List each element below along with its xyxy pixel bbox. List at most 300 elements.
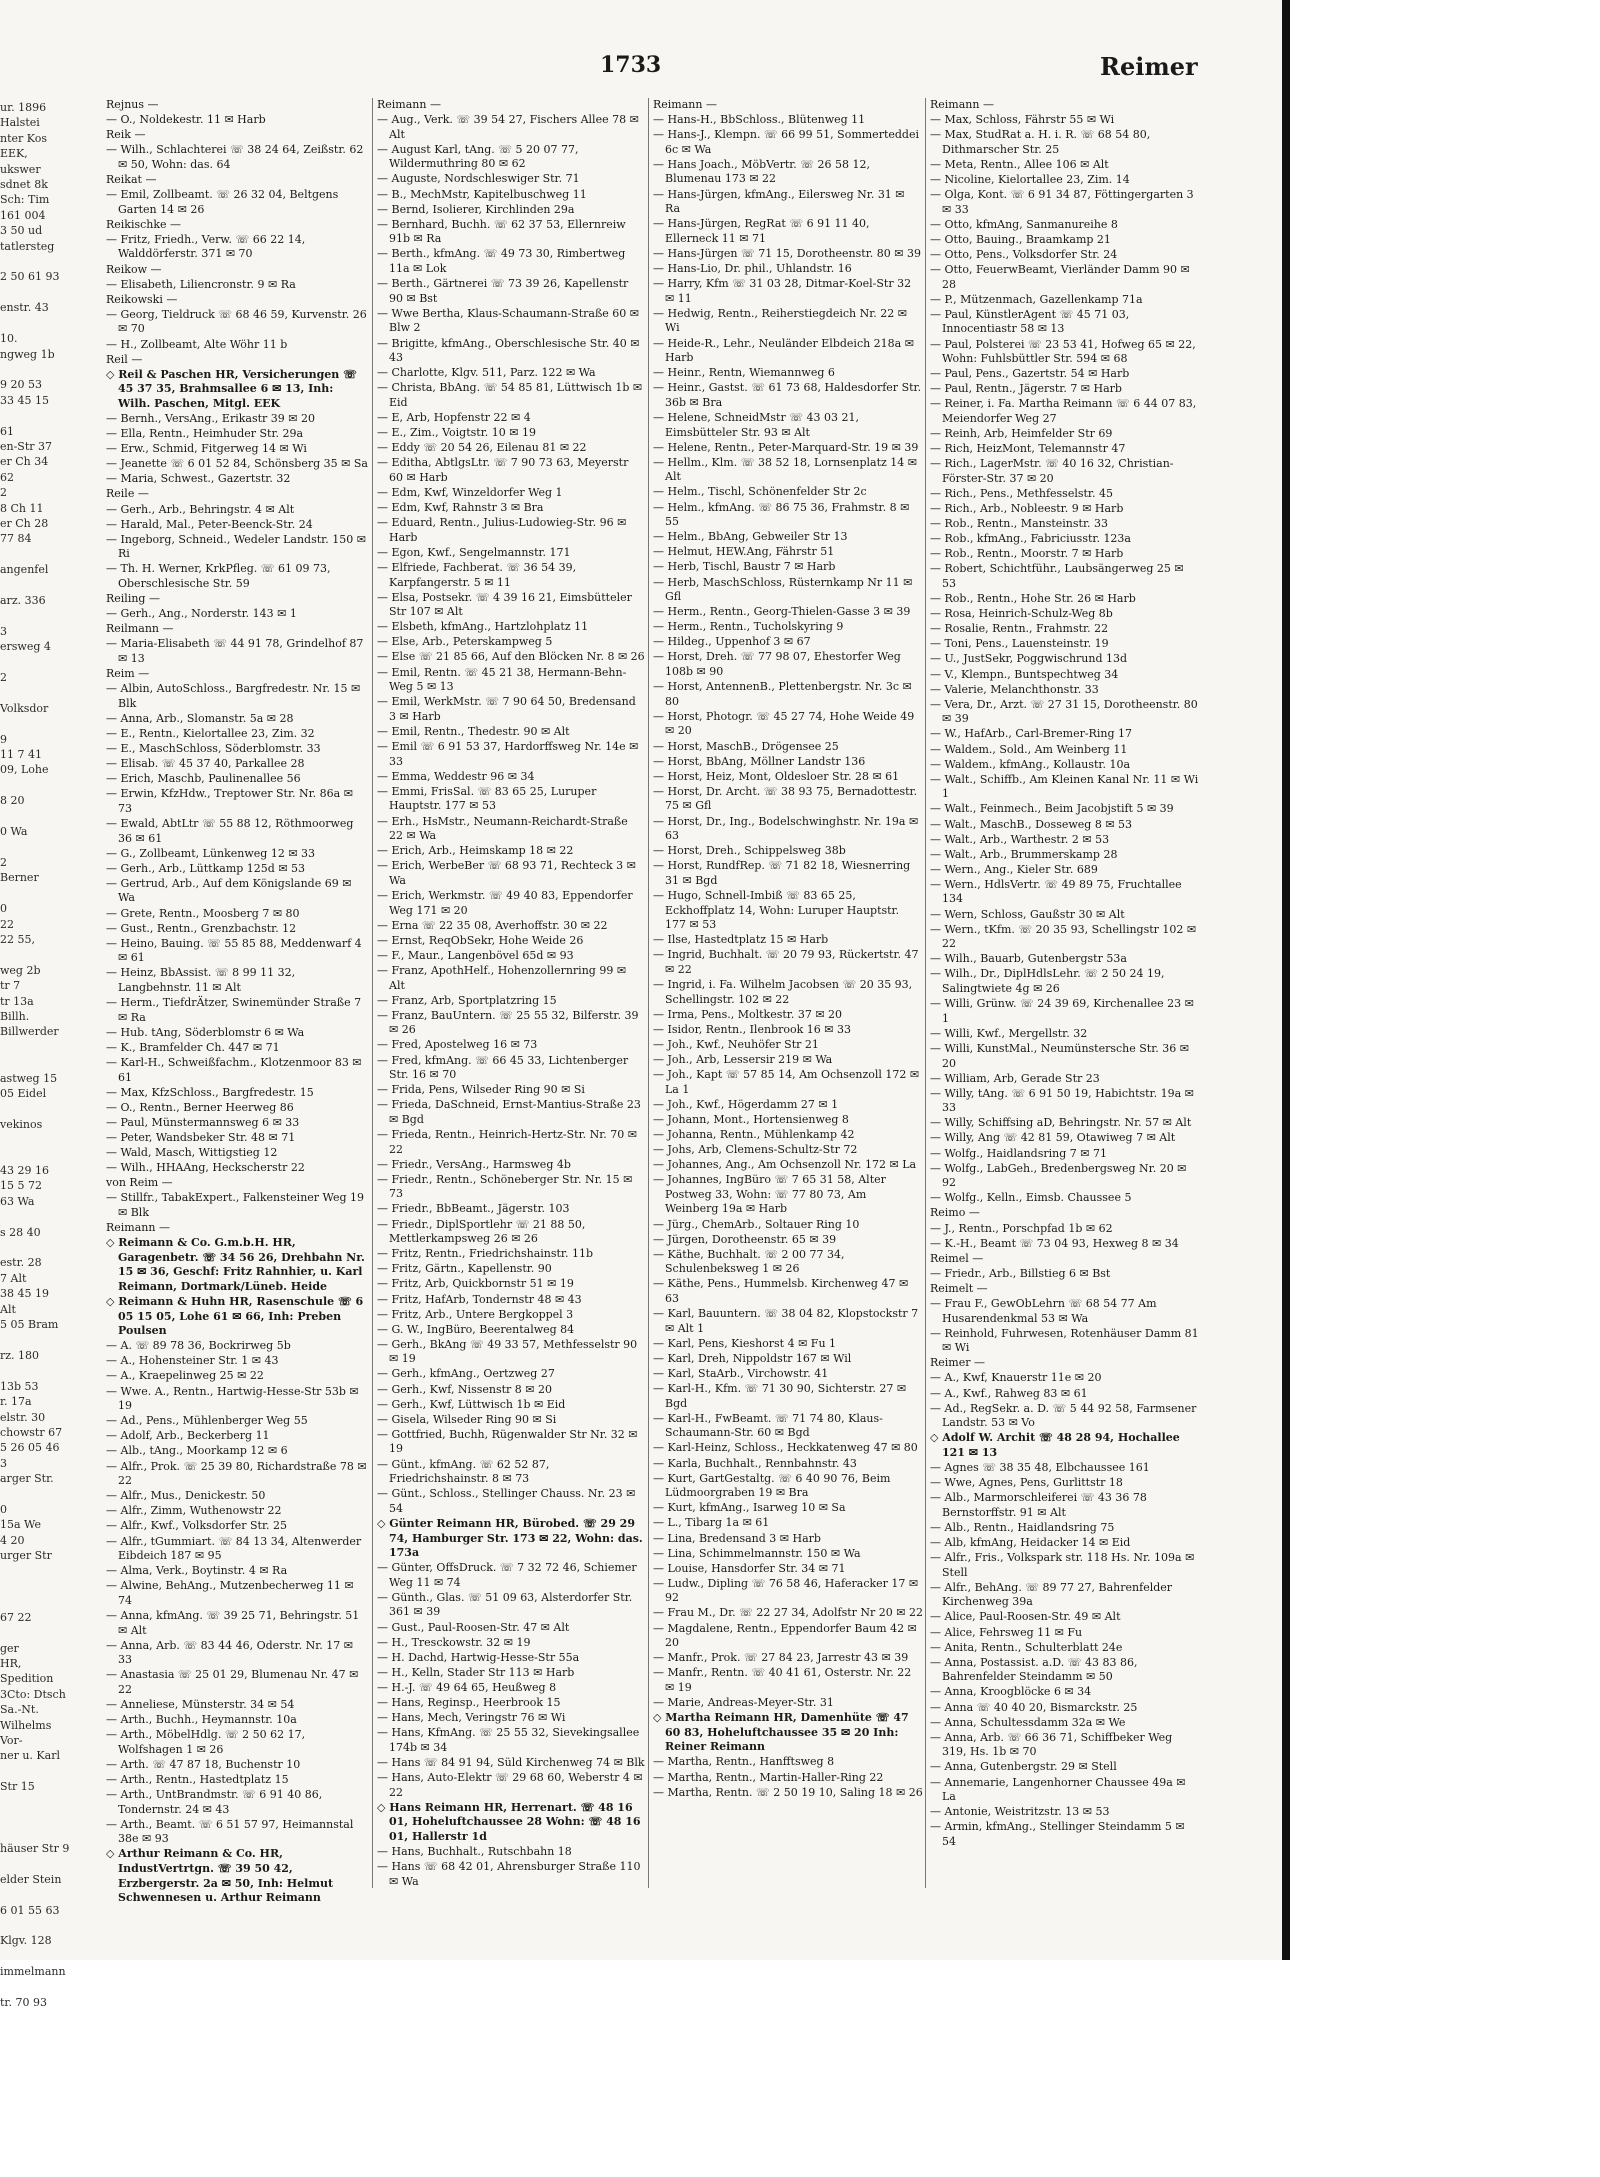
- left-strip-line: en-Str 37: [0, 439, 53, 453]
- directory-entry: — Alice, Paul-Roosen-Str. 49 ✉ Alt: [930, 1610, 1121, 1624]
- directory-entry: — Anna, Kroogblöcke 6 ✉ 34: [930, 1685, 1092, 1699]
- directory-entry: — Manfr., Rentn. ☏ 40 41 61, Osterstr. Nr. 22 ✉ 19: [653, 1666, 912, 1694]
- directory-entry: — Karla, Buchhalt., Rennbahnstr. 43: [653, 1456, 857, 1470]
- directory-entry: — E., MaschSchloss, Söderblomstr. 33: [106, 742, 321, 756]
- directory-entry: — Georg, Tieldruck ☏ 68 46 59, Kurvenstr. 26 ✉ 70: [106, 307, 367, 336]
- directory-entry: — Christa, BbAng. ☏ 54 85 81, Lüttwisch 1b ✉ Eid: [377, 381, 643, 409]
- directory-entry: — Antonie, Weistritzstr. 13 ✉ 53: [930, 1805, 1110, 1819]
- left-strip-line: 63 Wa: [0, 1194, 35, 1208]
- directory-entry: — Jürgen, Dorotheenstr. 65 ✉ 39: [653, 1232, 837, 1246]
- directory-entry: — H., Kelln, Stader Str 113 ✉ Harb: [377, 1665, 575, 1679]
- left-strip-line: [0, 1333, 100, 1348]
- left-strip-line: [0, 1625, 100, 1640]
- directory-entry: — Gerh., BkAng ☏ 49 33 57, Methfesselstr 90 ✉ 19: [377, 1337, 638, 1366]
- left-strip-line: [0, 1055, 100, 1070]
- directory-entry: — Willy, Ang ☏ 42 81 59, Otawiweg 7 ✉ Alt: [930, 1131, 1176, 1145]
- directory-entry: — Kurt, GartGestaltg. ☏ 6 40 90 76, Beim Lüdmoorgraben 19 ✉ Bra: [653, 1471, 891, 1500]
- directory-entry: — Anna, Schultessdamm 32a ✉ We: [930, 1715, 1126, 1729]
- left-strip-line: arger Str.: [0, 1472, 54, 1486]
- left-strip-line: 3: [0, 1456, 7, 1470]
- left-strip-line: [0, 1487, 100, 1502]
- directory-entry: — Fred, Apostelweg 16 ✉ 73: [377, 1038, 538, 1052]
- directory-entry: — A., Kraepelinweg 25 ✉ 22: [106, 1369, 264, 1383]
- directory-entry: — Reinhold, Fuhrwesen, Rotenhäuser Damm 81 ✉ Wi: [930, 1326, 1199, 1355]
- directory-entry: — Erh., HsMstr., Neumann-Reichardt-Straße 22 ✉ Wa: [377, 814, 628, 843]
- directory-entry: — Max, StudRat a. H. i. R. ☏ 68 54 80, Dithmarscher Str. 25: [930, 128, 1151, 156]
- surname-heading: Reimann —: [377, 98, 441, 111]
- directory-entry: — Wern., Ang., Kieler Str. 689: [930, 862, 1098, 876]
- surname-heading: Reimo —: [930, 1206, 980, 1220]
- directory-entry: — Rob., kfmAng., Fabriciusstr. 123a: [930, 532, 1131, 546]
- directory-entry: — Armin, kfmAng., Stellinger Steindamm 5 ✉ 54: [930, 1820, 1185, 1848]
- directory-entry: — Emmi, FrisSal. ☏ 83 65 25, Luruper Hauptstr. 177 ✉ 53: [377, 784, 597, 813]
- left-strip-line: [0, 778, 100, 793]
- directory-entry: — Gust., Paul-Roosen-Str. 47 ✉ Alt: [377, 1620, 570, 1634]
- directory-entry: — Adolf, Arb., Beckerberg 11: [106, 1429, 270, 1443]
- directory-entry: — Paul, Polsterei ☏ 23 53 41, Hofweg 65 ✉ 22, Wohn: Fuhlsbüttler Str. 594 ✉ 68: [930, 337, 1196, 366]
- directory-entry: — Hans-Lio, Dr. phil., Uhlandstr. 16: [653, 262, 852, 276]
- directory-entry: — Johann, Mont., Hortensienweg 8: [653, 1112, 849, 1126]
- left-strip-line: [0, 578, 100, 593]
- directory-entry: — Günt., kfmAng. ☏ 62 52 87, Friedrichshainstr. 8 ✉ 73: [377, 1457, 550, 1486]
- directory-entry: — Walt., Schiffb., Am Kleinen Kanal Nr. 11 ✉ Wi 1: [930, 772, 1199, 801]
- left-strip-line: tr. 70 93: [0, 1995, 47, 2009]
- directory-entry: — Horst, Heiz, Mont, Oldesloer Str. 28 ✉ 61: [653, 769, 900, 783]
- directory-entry: — Eddy ☏ 20 54 26, Eilenau 81 ✉ 22: [377, 441, 587, 455]
- directory-entry: — Helmut, HEW.Ang, Fährstr 51: [653, 545, 835, 559]
- directory-entry: — Ludw., Dipling ☏ 76 58 46, Haferacker 17 ✉ 92: [653, 1576, 919, 1605]
- directory-entry: — K., Bramfelder Ch. 447 ✉ 71: [106, 1040, 280, 1054]
- directory-entry: — Käthe, Buchhalt. ☏ 2 00 77 34, Schulenbeksweg 1 ✉ 26: [653, 1247, 845, 1276]
- directory-entry: — Emil, WerkMstr. ☏ 7 90 64 50, Bredensand 3 ✉ Harb: [377, 695, 636, 723]
- surname-heading: Reiling —: [106, 592, 160, 606]
- surname-heading: Reim —: [106, 667, 150, 681]
- left-strip-line: [0, 947, 100, 962]
- left-strip-line: ersweg 4: [0, 640, 51, 654]
- left-strip-line: 2: [0, 671, 7, 685]
- directory-entry: — Emil, Rentn., Thedestr. 90 ✉ Alt: [377, 724, 570, 738]
- directory-entry: — O., Rentn., Berner Heerweg 86: [106, 1100, 294, 1114]
- directory-entry: — Bernd, Isolierer, Kirchlinden 29a: [377, 202, 575, 216]
- directory-entry: — Joh., Kwf., Neuhöfer Str 21: [653, 1037, 819, 1051]
- left-strip-line: immelmann: [0, 1965, 66, 1979]
- directory-entry: — Paul, Münstermannsweg 6 ✉ 33: [106, 1115, 300, 1129]
- surname-heading: Reikat —: [106, 172, 157, 186]
- directory-entry: — Wern., tKfm. ☏ 20 35 93, Schellingstr 102 ✉ 22: [930, 922, 1197, 951]
- directory-entry: — Helene, Rentn., Peter-Marquard-Str. 19 ✉ 39: [653, 440, 919, 454]
- surname-heading: Reilmann —: [106, 622, 174, 636]
- left-strip-line: [0, 1764, 100, 1779]
- directory-entry: — Horst, Photogr. ☏ 45 27 74, Hohe Weide 49 ✉ 20: [653, 709, 915, 738]
- directory-entry: — Alb., tAng., Moorkamp 12 ✉ 6: [106, 1444, 288, 1458]
- directory-entry: — Egon, Kwf., Sengelmannstr. 171: [377, 545, 571, 559]
- surname-heading: Reimann —: [106, 1221, 170, 1235]
- directory-entry: — Heino, Bauing. ☏ 55 85 88, Meddenwarf 4 ✉ 61: [106, 936, 362, 965]
- directory-entry: — Edm, Kwf, Winzeldorfer Weg 1: [377, 485, 563, 499]
- column-divider: [372, 98, 373, 1888]
- directory-entry: — Hans, KfmAng. ☏ 25 55 32, Sievekingsallee 174b ✉ 34: [377, 1726, 640, 1754]
- directory-entry: — Maria-Elisabeth ☏ 44 91 78, Grindelhof 87 ✉ 13: [106, 637, 364, 665]
- directory-entry: — Grete, Rentn., Moosberg 7 ✉ 80: [106, 906, 300, 920]
- left-strip-line: 9: [0, 732, 7, 746]
- left-strip-line: Billh.: [0, 1009, 30, 1023]
- left-strip-line: enstr. 43: [0, 301, 49, 315]
- directory-entry: — Ingrid, i. Fa. Wilhelm Jacobsen ☏ 20 35 93, Schellingstr. 102 ✉ 22: [653, 978, 913, 1006]
- left-strip-line: [0, 1040, 100, 1055]
- left-strip-line: 8 20: [0, 794, 25, 808]
- directory-entry: — Karl, Bauuntern. ☏ 38 04 82, Klopstockstr 7 ✉ Alt 1: [653, 1307, 919, 1335]
- directory-entry: — Alwine, BehAng., Mutzenbecherweg 11 ✉ 74: [106, 1579, 354, 1607]
- directory-entry: ◇ Reil & Paschen HR, Versicherungen ☏ 45 37 35, Brahmsallee 6 ✉ 13, Inh: Wilh. Paschen, Mitgl. EEK: [106, 367, 357, 410]
- directory-entry: — Günt., Schloss., Stellinger Chauss. Nr. 23 ✉ 54: [377, 1487, 636, 1515]
- directory-entry: — Gottfried, Buchh, Rügenwalder Str Nr. 32 ✉ 19: [377, 1427, 638, 1456]
- surname-heading: Reikowski —: [106, 292, 178, 306]
- left-strip-line: 8 Ch 11: [0, 501, 44, 515]
- left-strip-line: er Ch 34: [0, 455, 49, 469]
- left-strip-line: ur. 1896: [0, 101, 47, 114]
- directory-entry: — B., MechMstr, Kapitelbuschweg 11: [377, 187, 587, 201]
- directory-entry: — Hans ☏ 68 42 01, Ahrensburger Straße 110 ✉ Wa: [377, 1860, 641, 1888]
- directory-entry: — Heinr., Gastst. ☏ 61 73 68, Haldesdorfer Str. 36b ✉ Bra: [653, 381, 922, 409]
- directory-entry: — Isidor, Rentn., Ilenbrook 16 ✉ 33: [653, 1022, 851, 1036]
- surname-heading: Rejnus —: [106, 98, 159, 111]
- directory-entry: — Alfr., BehAng. ☏ 89 77 27, Bahrenfelder Kirchenweg 39a: [930, 1580, 1173, 1609]
- directory-entry: — Martha, Rentn., Martin-Haller-Ring 22: [653, 1770, 884, 1784]
- directory-entry: — Walt., Feinmech., Beim Jacobjstift 5 ✉ 39: [930, 802, 1174, 816]
- directory-entry: — Waldem., kfmAng., Kollaustr. 10a: [930, 757, 1131, 771]
- directory-entry: — Frau F., GewObLehrn ☏ 68 54 77 Am Husarendenkmal 53 ✉ Wa: [930, 1297, 1157, 1325]
- directory-entry: — Hans-H., BbSchloss., Blütenweg 11: [653, 113, 866, 127]
- directory-entry: — Gerh., Arb., Lüttkamp 125d ✉ 53: [106, 861, 306, 875]
- left-strip-line: 38 45 19: [0, 1287, 49, 1301]
- directory-entry: — Horst, Dr., Ing., Bodelschwinghstr. Nr. 19a ✉ 63: [653, 814, 919, 843]
- directory-entry: — Anna ☏ 40 40 20, Bismarckstr. 25: [930, 1700, 1138, 1714]
- directory-entry: — Gertrud, Arb., Auf dem Königslande 69 ✉ Wa: [106, 876, 352, 905]
- directory-entry: — Robert, Schichtführ., Laubsängerweg 25 ✉ 53: [930, 562, 1184, 590]
- directory-entry: — Erich, Maschb, Paulinenallee 56: [106, 772, 301, 786]
- directory-entry: — Herm., Rentn., Georg-Thielen-Gasse 3 ✉ 39: [653, 605, 911, 619]
- directory-entry: — Fred, kfmAng. ☏ 66 45 33, Lichtenberger Str. 16 ✉ 70: [377, 1053, 629, 1082]
- directory-entry: — Aug., Verk. ☏ 39 54 27, Fischers Allee 78 ✉ Alt: [377, 113, 639, 141]
- directory-entry: — Jürg., ChemArb., Soltauer Ring 10: [653, 1217, 860, 1231]
- directory-entry: — Rob., Rentn., Moorstr. 7 ✉ Harb: [930, 547, 1124, 561]
- directory-entry: — Hans-J., Klempn. ☏ 66 99 51, Sommerteddei 6c ✉ Wa: [653, 128, 919, 156]
- left-strip-line: elder Stein: [0, 1872, 62, 1886]
- directory-entry: — Willi, Kwf., Mergellstr. 32: [930, 1026, 1088, 1040]
- left-strip-line: 67 22: [0, 1610, 32, 1624]
- left-strip-line: [0, 1101, 100, 1116]
- directory-entry: — Wald, Masch, Wittigstieg 12: [106, 1146, 278, 1160]
- directory-entry: — Olga, Kont. ☏ 6 91 34 87, Föttingergarten 3 ✉ 33: [930, 188, 1194, 216]
- left-strip-line: [0, 547, 100, 562]
- directory-entry: — Hans-Jürgen, kfmAng., Eilersweg Nr. 31 ✉ Ra: [653, 187, 905, 216]
- directory-entry: — Friedr., BbBeamt., Jägerstr. 103: [377, 1202, 570, 1216]
- directory-column-4: [930, 98, 1200, 1898]
- directory-entry: — Erw., Schmid, Fitgerweg 14 ✉ Wi: [106, 442, 307, 456]
- directory-entry: — Wilh., Dr., DiplHdlsLehr. ☏ 2 50 24 19, Salingtwiete 4g ✉ 26: [930, 967, 1165, 996]
- surname-heading: Reimann —: [930, 98, 994, 111]
- directory-entry: — Emil, Zollbeamt. ☏ 26 32 04, Beltgens Garten 14 ✉ 26: [106, 188, 339, 216]
- left-strip-line: 0 Wa: [0, 825, 28, 839]
- directory-entry: — Rob., Rentn., Mansteinstr. 33: [930, 517, 1108, 531]
- directory-entry: — Paul, KünstlerAgent ☏ 45 71 03, Innocentiastr 58 ✉ 13: [930, 307, 1130, 336]
- directory-entry: — K.-H., Beamt ☏ 73 04 93, Hexweg 8 ✉ 34: [930, 1236, 1179, 1250]
- directory-entry: — Karl, Dreh, Nippoldstr 167 ✉ Wil: [653, 1351, 852, 1365]
- left-strip-line: 2 50 61 93: [0, 270, 60, 284]
- directory-entry: — Wilh., Schlachterei ☏ 38 24 64, Zeißstr. 62 ✉ 50, Wohn: das. 64: [106, 143, 364, 171]
- left-strip-line: tr 7: [0, 979, 21, 993]
- left-strip-line: 11 7 41: [0, 748, 42, 762]
- left-strip-line: 09, Lohe: [0, 763, 49, 777]
- left-strip-line: 3 50 ud: [0, 224, 43, 238]
- left-strip-line: [0, 655, 100, 670]
- directory-entry: — Johanna, Rentn., Mühlenkamp 42: [653, 1127, 855, 1141]
- directory-entry: — Karl-H., Kfm. ☏ 71 30 90, Sichterstr. 27 ✉ Bgd: [653, 1382, 907, 1410]
- left-strip-line: [0, 1856, 100, 1871]
- left-strip-line: astweg 15: [0, 1071, 58, 1085]
- left-strip-line: ger: [0, 1641, 19, 1655]
- directory-entry: — Maria, Schwest., Gazertstr. 32: [106, 472, 291, 486]
- directory-entry: — Willy, Schiffsing aD, Behringstr. Nr. 57 ✉ Alt: [930, 1116, 1192, 1130]
- directory-entry: — Rosalie, Rentn., Frahmstr. 22: [930, 622, 1109, 636]
- directory-entry: — Heinr., Rentn, Wiemannweg 6: [653, 366, 835, 380]
- left-strip-line: [0, 840, 100, 855]
- directory-entry: — Horst, BbAng, Möllner Landstr 136: [653, 754, 866, 768]
- directory-entry: — Paul, Rentn., Jägerstr. 7 ✉ Harb: [930, 382, 1122, 396]
- directory-entry: — Anna, Arb. ☏ 66 36 71, Schiffbeker Weg 319, Hs. 1b ✉ 70: [930, 1730, 1173, 1759]
- directory-entry: — Friedr., DiplSportlehr ☏ 21 88 50, Mettlerkampsweg 26 ✉ 26: [377, 1217, 586, 1246]
- directory-entry: — Albin, AutoSchloss., Bargfredestr. Nr. 15 ✉ Blk: [106, 682, 361, 710]
- directory-entry: — Alb, kfmAng, Heidacker 14 ✉ Eid: [930, 1536, 1131, 1549]
- left-strip-line: Billwerder: [0, 1025, 59, 1039]
- left-strip-line: 2: [0, 855, 7, 869]
- directory-entry: — H., Zollbeamt, Alte Wöhr 11 b: [106, 337, 288, 351]
- left-strip-line: ngweg 1b: [0, 347, 55, 361]
- directory-entry: — Anastasia ☏ 25 01 29, Blumenau Nr. 47 ✉ 22: [106, 1668, 359, 1696]
- left-strip-line: [0, 716, 100, 731]
- directory-entry: — Th. H. Werner, KrkPfleg. ☏ 61 09 73, Oberschlesische Str. 59: [106, 562, 331, 590]
- directory-entry: — Franz, Arb, Sportplatzring 15: [377, 993, 557, 1007]
- left-strip-line: vekinos: [0, 1117, 43, 1131]
- directory-entry: — Fritz, Arb., Untere Bergkoppel 3: [377, 1307, 574, 1321]
- surname-heading: Reikischke —: [106, 217, 182, 231]
- directory-entry: — Gerh., Kwf, Lüttwisch 1b ✉ Eid: [377, 1397, 566, 1411]
- directory-entry: — Heide-R., Lehr., Neuländer Elbdeich 218a ✉ Harb: [653, 336, 914, 365]
- left-strip-line: ner u. Karl: [0, 1749, 60, 1763]
- directory-entry: — Else ☏ 21 85 66, Auf den Blöcken Nr. 8 ✉ 26: [377, 650, 645, 664]
- directory-entry: — Brigitte, kfmAng., Oberschlesische Str. 40 ✉ 43: [377, 336, 640, 365]
- directory-entry: — Herb, MaschSchloss, Rüsternkamp Nr 11 ✉ Gfl: [653, 575, 913, 604]
- directory-entry: — Peter, Wandsbeker Str. 48 ✉ 71: [106, 1130, 296, 1144]
- left-strip-line: weg 2b: [0, 963, 41, 977]
- left-strip-line: 2: [0, 486, 7, 500]
- directory-entry: — Fritz, Gärtn., Kapellenstr. 90: [377, 1262, 552, 1276]
- left-strip-line: Alt: [0, 1302, 16, 1316]
- directory-entry: — Stillfr., TabakExpert., Falkensteiner Weg 19 ✉ Blk: [106, 1191, 364, 1219]
- directory-entry: — Hildeg., Uppenhof 3 ✉ 67: [653, 635, 811, 649]
- directory-entry: — Alfr., Mus., Denickestr. 50: [106, 1489, 266, 1503]
- directory-entry: — Gerh., kfmAng., Oertzweg 27: [377, 1367, 555, 1381]
- directory-entry: — Alice, Fehrsweg 11 ✉ Fu: [930, 1625, 1083, 1639]
- directory-entry: — Fritz, Rentn., Friedrichshainstr. 11b: [377, 1247, 594, 1261]
- directory-entry: — Wwe, Agnes, Pens, Gurlittstr 18: [930, 1476, 1123, 1490]
- directory-entry: — Berth., Gärtnerei ☏ 73 39 26, Kapellenstr 90 ✉ Bst: [377, 277, 629, 305]
- left-strip-line: [0, 1980, 100, 1995]
- left-strip-line: 05 Eidel: [0, 1087, 47, 1100]
- directory-entry: — Helm., kfmAng. ☏ 86 75 36, Frahmstr. 8 ✉ 55: [653, 500, 910, 529]
- directory-entry: — U., JustSekr, Poggwischrund 13d: [930, 652, 1128, 666]
- directory-entry: — Herm., TiefdrÄtzer, Swinemünder Straße 7 ✉ Ra: [106, 996, 362, 1024]
- directory-entry: — Karl-Heinz, Schloss., Heckkatenweg 47 ✉ 80: [653, 1441, 918, 1455]
- left-strip-line: [0, 362, 100, 377]
- left-page-strip: [0, 100, 100, 2009]
- left-strip-line: [0, 685, 100, 700]
- left-strip-line: 77 84: [0, 532, 32, 546]
- directory-entry: — Hans-Jürgen ☏ 71 15, Dorotheenstr. 80 ✉ 39: [653, 246, 921, 260]
- directory-entry: — Arth., MöbelHdlg. ☏ 2 50 62 17, Wolfshagen 1 ✉ 26: [106, 1728, 306, 1756]
- directory-entry: — Valerie, Melanchthonstr. 33: [930, 682, 1099, 696]
- left-strip-line: 3: [0, 624, 7, 638]
- directory-entry: — E., Rentn., Kielortallee 23, Zim. 32: [106, 726, 315, 740]
- directory-entry: — Johannes, Ang., Am Ochsenzoll Nr. 172 ✉ La: [653, 1158, 917, 1172]
- left-strip-line: Wilhelms: [0, 1718, 52, 1732]
- directory-entry: — Anna, Postassist. a.D. ☏ 43 83 86, Bahrenfelder Steindamm ✉ 50: [930, 1655, 1138, 1684]
- directory-entry: ◇ Hans Reimann HR, Herrenart. ☏ 48 16 01, Hoheluftchaussee 28 Wohn: ☏ 48 16 01, Hallerstr 1d: [377, 1800, 641, 1843]
- left-strip-line: 62: [0, 470, 14, 484]
- directory-entry: — Heinz, BbAssist. ☏ 8 99 11 32, Langbehnstr. 11 ✉ Alt: [106, 966, 296, 995]
- directory-entry: — Arth., Rentn., Hastedtplatz 15: [106, 1773, 289, 1786]
- left-strip-line: [0, 1209, 100, 1224]
- directory-entry: — Horst, Dreh. ☏ 77 98 07, Ehestorfer Weg 108b ✉ 90: [653, 650, 901, 679]
- directory-entry: — Arth., UntBrandmstr. ☏ 6 91 40 86, Tondernstr. 24 ✉ 43: [106, 1788, 323, 1816]
- left-strip-line: [0, 1887, 100, 1902]
- directory-entry: — G., Zollbeamt, Lünkenweg 12 ✉ 33: [106, 846, 316, 860]
- directory-entry: — A. ☏ 89 78 36, Bockrirweg 5b: [106, 1339, 291, 1353]
- directory-entry: — Alfr., tGummiart. ☏ 84 13 34, Altenwerder Eibdeich 187 ✉ 95: [106, 1534, 362, 1563]
- directory-entry: — Anna, Arb. ☏ 83 44 46, Oderstr. Nr. 17 ✉ 33: [106, 1638, 353, 1667]
- left-strip-line: 61: [0, 424, 14, 438]
- directory-entry: — Horst, MaschB., Drögensee 25: [653, 739, 839, 753]
- directory-entry: — Alb., Rentn., Haidlandsring 75: [930, 1520, 1115, 1534]
- directory-entry: — Hans, Mech, Veringstr 76 ✉ Wi: [377, 1711, 566, 1725]
- directory-entry: — Emma, Weddestr 96 ✉ 34: [377, 769, 535, 783]
- left-strip-line: r. 17a: [0, 1395, 32, 1409]
- left-strip-line: ukswer: [0, 162, 41, 176]
- directory-entry: — Hans, Buchhalt., Rutschbahn 18: [377, 1844, 572, 1858]
- left-strip-line: 13b 53: [0, 1379, 39, 1393]
- directory-entry: — Horst, Dr. Archt. ☏ 38 93 75, Bernadottestr. 75 ✉ Gfl: [653, 784, 918, 813]
- directory-entry: — H.-J. ☏ 49 64 65, Heußweg 8: [377, 1680, 557, 1694]
- directory-entry: — Frieda, Rentn., Heinrich-Hertz-Str. Nr. 70 ✉ 22: [377, 1127, 637, 1156]
- directory-entry: — Toni, Pens., Lauensteinstr. 19: [930, 637, 1109, 651]
- directory-entry: — Friedr., VersAng., Harmsweg 4b: [377, 1157, 571, 1171]
- surname-heading: Reimer —: [930, 1356, 986, 1370]
- left-strip-line: s 28 40: [0, 1225, 41, 1239]
- left-strip-line: [0, 1918, 100, 1933]
- directory-entry: — Gust., Rentn., Grenzbachstr. 12: [106, 921, 297, 935]
- directory-entry: — Karl, StaArb., Virchowstr. 41: [653, 1366, 829, 1380]
- directory-entry: — Fritz, HafArb, Tondernstr 48 ✉ 43: [377, 1292, 582, 1306]
- left-strip-line: tatlersteg: [0, 239, 55, 253]
- directory-entry: — Wilh., Bauarb, Gutenbergstr 53a: [930, 952, 1127, 966]
- directory-entry: — Rich., Pens., Methfesselstr. 45: [930, 486, 1113, 500]
- left-strip-line: [0, 316, 100, 331]
- surname-heading: Reil —: [106, 352, 143, 366]
- left-strip-line: [0, 1240, 100, 1255]
- directory-entry: — Ilse, Hastedtplatz 15 ✉ Harb: [653, 933, 829, 947]
- directory-entry: — Edm, Kwf, Rahnstr 3 ✉ Bra: [377, 501, 544, 515]
- directory-entry: — Jeanette ☏ 6 01 52 84, Schönsberg 35 ✉ Sa: [106, 457, 368, 471]
- directory-entry: — Friedr., Rentn., Schöneberger Str. Nr. 15 ✉ 73: [377, 1172, 633, 1201]
- directory-entry: — Fritz, Arb, Quickbornstr 51 ✉ 19: [377, 1277, 574, 1291]
- directory-entry: — Martha, Rentn. ☏ 2 50 19 10, Saling 18 ✉ 26: [653, 1785, 923, 1799]
- directory-entry: — Elfriede, Fachberat. ☏ 36 54 39, Karpfangerstr. 5 ✉ 11: [377, 560, 577, 589]
- directory-entry: — Arth., Buchh., Heymannstr. 10a: [106, 1713, 297, 1727]
- directory-entry: — Auguste, Nordschleswiger Str. 71: [377, 172, 580, 186]
- left-strip-line: häuser Str 9: [0, 1841, 70, 1855]
- directory-entry: — Rich., Arb., Nobleestr. 9 ✉ Harb: [930, 502, 1124, 516]
- surname-heading: Reik —: [106, 128, 146, 142]
- directory-entry: — J., Rentn., Porschpfad 1b ✉ 62: [930, 1221, 1113, 1235]
- directory-column-2: [377, 98, 645, 1898]
- directory-entry: ◇ Martha Reimann HR, Damenhüte ☏ 47 60 83, Hoheluftchaussee 35 ✉ 20 Inh: Reiner Reimann: [653, 1711, 909, 1754]
- directory-entry: — E, Arb, Hopfenstr 22 ✉ 4: [377, 410, 531, 424]
- left-strip-line: 5 05 Bram: [0, 1318, 59, 1332]
- left-strip-line: elstr. 30: [0, 1410, 46, 1424]
- left-strip-line: [0, 1826, 100, 1841]
- left-strip-line: [0, 1949, 100, 1964]
- directory-entry: — Helene, SchneidMstr ☏ 43 03 21, Eimsbütteler Str. 93 ✉ Alt: [653, 410, 859, 439]
- left-strip-line: 5 26 05 46: [0, 1441, 60, 1455]
- directory-entry: — Ingrid, Buchhalt. ☏ 20 79 93, Rückertstr. 47 ✉ 22: [653, 948, 919, 976]
- directory-entry: — Horst, RundfRep. ☏ 71 82 18, Wiesnerring 31 ✉ Bgd: [653, 859, 911, 887]
- surname-heading: Reimelt —: [930, 1281, 988, 1295]
- surname-heading: Reile —: [106, 487, 149, 501]
- directory-entry: — Hedwig, Rentn., Reiherstiegdeich Nr. 22 ✉ Wi: [653, 306, 907, 335]
- directory-entry: — Willi, Grünw. ☏ 24 39 69, Kirchenallee 23 ✉ 1: [930, 997, 1194, 1025]
- directory-entry: — Franz, ApothHelf., Hohenzollernring 99 ✉ Alt: [377, 963, 627, 992]
- directory-entry: — Manfr., Prok. ☏ 27 84 23, Jarrestr 43 ✉ 39: [653, 1651, 909, 1665]
- directory-entry: — Hans Joach., MöbVertr. ☏ 26 58 12, Blumenau 173 ✉ 22: [653, 157, 871, 186]
- directory-entry: — Herm., Rentn., Tucholskyring 9: [653, 620, 844, 634]
- left-strip-line: [0, 254, 100, 269]
- directory-entry: ◇ Günter Reimann HR, Bürobed. ☏ 29 29 74, Hamburger Str. 173 ✉ 22, Wohn: das. 173a: [377, 1516, 643, 1560]
- directory-entry: — Louise, Hansdorfer Str. 34 ✉ 71: [653, 1561, 846, 1575]
- left-strip-line: 3Cto: Dtsch: [0, 1687, 66, 1701]
- directory-entry: — Hellm., Klm. ☏ 38 52 18, Lornsenplatz 14 ✉ Alt: [653, 455, 917, 484]
- directory-entry: — Nicoline, Kielortallee 23, Zim. 14: [930, 172, 1130, 186]
- directory-entry: — Harald, Mal., Peter-Beenck-Str. 24: [106, 517, 313, 531]
- left-strip-line: Berner: [0, 871, 39, 885]
- left-strip-line: urger Str: [0, 1549, 52, 1563]
- directory-entry: — A., Hohensteiner Str. 1 ✉ 43: [106, 1354, 279, 1368]
- directory-entry: — Erna ☏ 22 35 08, Averhoffstr. 30 ✉ 22: [377, 918, 608, 932]
- directory-entry: — A., Kwf., Rahweg 83 ✉ 61: [930, 1386, 1088, 1400]
- left-strip-line: Klgv. 128: [0, 1934, 52, 1948]
- directory-entry: — Alfr., Kwf., Volksdorfer Str. 25: [106, 1519, 288, 1533]
- column-divider: [925, 98, 926, 1888]
- directory-entry: — Karl-H., FwBeamt. ☏ 71 74 80, Klaus-Schaumann-Str. 60 ✉ Bgd: [653, 1411, 883, 1440]
- directory-entry: — Helm., Tischl, Schönenfelder Str 2c: [653, 485, 867, 499]
- column-divider: [648, 98, 649, 1888]
- directory-entry: — Martha, Rentn., Hanfftsweg 8: [653, 1755, 835, 1769]
- directory-entry: — Magdalene, Rentn., Eppendorfer Baum 42 ✉ 20: [653, 1621, 917, 1650]
- directory-entry: ◇ Reimann & Huhn HR, Rasenschule ☏ 6 05 15 05, Lohe 61 ✉ 66, Inh: Preben Poulsen: [106, 1295, 364, 1338]
- directory-entry: — Meta, Rentn., Allee 106 ✉ Alt: [930, 157, 1109, 171]
- directory-entry: — Elsbeth, kfmAng., Hartzlohplatz 11: [377, 620, 589, 634]
- left-strip-line: 10.: [0, 332, 18, 346]
- directory-entry: — Johannes, IngBüro ☏ 7 65 31 58, Alter Postweg 33, Wohn: ☏ 77 80 73, Am Weinberg 19a ✉ Harb: [653, 1173, 886, 1216]
